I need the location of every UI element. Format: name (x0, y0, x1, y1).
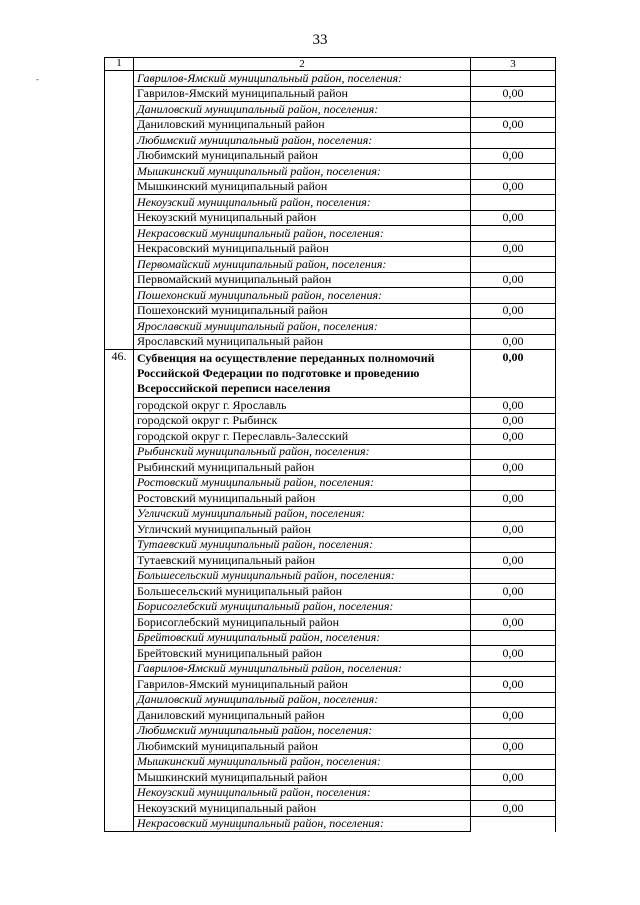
table-row (105, 770, 556, 786)
table-row (105, 739, 556, 755)
table-row (105, 241, 556, 257)
table-group-row (105, 71, 556, 87)
table-row (105, 677, 556, 693)
table-group-row (105, 568, 556, 584)
table-row (105, 179, 556, 195)
row-value (471, 133, 556, 149)
row-label: Тутаевский муниципальный район (134, 553, 471, 569)
budget-table (104, 57, 556, 832)
table-row (105, 708, 556, 724)
group-label: Ярославский муниципальный район, поселения: (134, 319, 471, 335)
table-group-row (105, 319, 556, 335)
row-value: 0,00 (471, 801, 556, 817)
group-label: Любимский муниципальный район, поселения: (134, 133, 471, 149)
row-value (471, 599, 556, 615)
group-label: Брейтовский муниципальный район, поселения: (134, 630, 471, 646)
row-value: 0,00 (471, 117, 556, 133)
row-value: 0,00 (471, 522, 556, 538)
row-value: 0,00 (471, 272, 556, 288)
table-group-row (105, 226, 556, 242)
row-value: 0,00 (471, 210, 556, 226)
group-label: Большесельский муниципальный район, поселения: (134, 568, 471, 584)
column-header-1: 1 (105, 58, 134, 71)
row-value: 0,00 (471, 739, 556, 755)
row-value: 0,00 (471, 646, 556, 662)
table-group-row (105, 537, 556, 553)
section-number: 46. (105, 350, 134, 832)
column-header-3: 3 (471, 58, 556, 71)
table-row (105, 413, 556, 429)
row-value (471, 288, 556, 304)
row-value (471, 102, 556, 118)
row-label: Даниловский муниципальный район (134, 708, 471, 724)
table-row (105, 429, 556, 445)
row-value (471, 630, 556, 646)
row-value (471, 257, 556, 273)
group-label: Любимский муниципальный район, поселения: (134, 723, 471, 739)
row-value: 0,00 (471, 413, 556, 429)
group-label: Некрасовский муниципальный район, поселения: (134, 226, 471, 242)
row-value: 0,00 (471, 708, 556, 724)
table-group-row (105, 599, 556, 615)
row-value (471, 475, 556, 491)
row-value (471, 164, 556, 180)
group-label: Некоузский муниципальный район, поселения: (134, 195, 471, 211)
row-value: 0,00 (471, 491, 556, 507)
group-label: Гаврилов-Ямский муниципальный район, поселения: (134, 71, 471, 87)
margin-mark: - (36, 74, 39, 84)
row-label: Рыбинский муниципальный район (134, 460, 471, 476)
group-label: Борисоглебский муниципальный район, поселения: (134, 599, 471, 615)
row-label: городской округ г. Ярославль (134, 398, 471, 414)
row-value: 0,00 (471, 770, 556, 786)
table-group-row (105, 661, 556, 677)
table-group-row (105, 723, 556, 739)
row-label: Первомайский муниципальный район (134, 272, 471, 288)
table-row (105, 398, 556, 414)
table-group-row (105, 630, 556, 646)
row-label: Ростовский муниципальный район (134, 491, 471, 507)
group-label: Некоузский муниципальный район, поселения: (134, 785, 471, 801)
table-row (105, 86, 556, 102)
row-label: Брейтовский муниципальный район (134, 646, 471, 662)
group-label: Даниловский муниципальный район, поселения: (134, 102, 471, 118)
group-label: Рыбинский муниципальный район, поселения: (134, 444, 471, 460)
row-value (471, 226, 556, 242)
table-row (105, 272, 556, 288)
row-value: 0,00 (471, 179, 556, 195)
row-value: 0,00 (471, 584, 556, 600)
row-value: 0,00 (471, 429, 556, 445)
group-label: Первомайский муниципальный район, поселения: (134, 257, 471, 273)
table-group-row (105, 164, 556, 180)
table-row (105, 801, 556, 817)
row-label: Любимский муниципальный район (134, 739, 471, 755)
table-row (105, 584, 556, 600)
table-row (105, 303, 556, 319)
table-group-row (105, 288, 556, 304)
table-group-row (105, 195, 556, 211)
row-value: 0,00 (471, 303, 556, 319)
table-row (105, 148, 556, 164)
row-label: Мышкинский муниципальный район (134, 770, 471, 786)
row-value (471, 195, 556, 211)
group-label: Гаврилов-Ямский муниципальный район, поселения: (134, 661, 471, 677)
table-row (105, 522, 556, 538)
row-value (471, 71, 556, 87)
section-title: Субвенция на осуществление переданных полномочий Российской Федерации по подготовке и проведению Всероссийской переписи населения (134, 350, 471, 398)
table-row (105, 460, 556, 476)
group-label: Угличский муниципальный район, поселения: (134, 506, 471, 522)
row-value: 0,00 (471, 148, 556, 164)
group-label: Даниловский муниципальный район, поселения: (134, 692, 471, 708)
table-group-row (105, 102, 556, 118)
row-value (471, 816, 556, 832)
row-value (471, 754, 556, 770)
section-number-cell (105, 71, 134, 350)
table-group-row (105, 785, 556, 801)
table-group-row (105, 257, 556, 273)
row-value: 0,00 (471, 241, 556, 257)
table-row (105, 210, 556, 226)
row-value (471, 444, 556, 460)
row-value (471, 319, 556, 335)
group-label: Некрасовский муниципальный район, поселения: (134, 816, 471, 832)
row-value: 0,00 (471, 398, 556, 414)
column-header-2: 2 (134, 58, 471, 71)
row-value (471, 692, 556, 708)
row-value: 0,00 (471, 615, 556, 631)
table-row (105, 615, 556, 631)
section-total: 0,00 (471, 350, 556, 398)
table-group-row (105, 692, 556, 708)
row-label: Некоузский муниципальный район (134, 801, 471, 817)
row-label: Борисоглебский муниципальный район (134, 615, 471, 631)
section-title-row (105, 350, 556, 398)
table-row (105, 646, 556, 662)
table-group-row (105, 475, 556, 491)
table-header-row (105, 58, 556, 71)
row-value (471, 506, 556, 522)
table-group-row (105, 816, 556, 832)
row-label: Ярославский муниципальный район (134, 334, 471, 350)
row-label: Пошехонский муниципальный район (134, 303, 471, 319)
table-row (105, 491, 556, 507)
row-label: Гаврилов-Ямский муниципальный район (134, 677, 471, 693)
row-value: 0,00 (471, 86, 556, 102)
row-label: Угличский муниципальный район (134, 522, 471, 538)
row-value: 0,00 (471, 334, 556, 350)
table-group-row (105, 133, 556, 149)
row-label: Мышкинский муниципальный район (134, 179, 471, 195)
row-label: Любимский муниципальный район (134, 148, 471, 164)
table-group-row (105, 506, 556, 522)
row-value (471, 661, 556, 677)
row-value: 0,00 (471, 677, 556, 693)
group-label: Пошехонский муниципальный район, поселения: (134, 288, 471, 304)
row-value (471, 537, 556, 553)
row-label: городской округ г. Рыбинск (134, 413, 471, 429)
row-label: городской округ г. Переславль-Залесский (134, 429, 471, 445)
row-label: Некрасовский муниципальный район (134, 241, 471, 257)
row-value (471, 785, 556, 801)
table-group-row (105, 444, 556, 460)
group-label: Тутаевский муниципальный район, поселения: (134, 537, 471, 553)
row-label: Гаврилов-Ямский муниципальный район (134, 86, 471, 102)
group-label: Мышкинский муниципальный район, поселения: (134, 164, 471, 180)
group-label: Ростовский муниципальный район, поселения: (134, 475, 471, 491)
table-row (105, 553, 556, 569)
table-group-row (105, 754, 556, 770)
row-label: Большесельский муниципальный район (134, 584, 471, 600)
row-value (471, 568, 556, 584)
table-row (105, 334, 556, 350)
group-label: Мышкинский муниципальный район, поселения: (134, 754, 471, 770)
row-label: Некоузский муниципальный район (134, 210, 471, 226)
row-label: Даниловский муниципальный район (134, 117, 471, 133)
page-number: 33 (312, 32, 328, 48)
row-value (471, 723, 556, 739)
row-value: 0,00 (471, 553, 556, 569)
row-value: 0,00 (471, 460, 556, 476)
table-row (105, 117, 556, 133)
